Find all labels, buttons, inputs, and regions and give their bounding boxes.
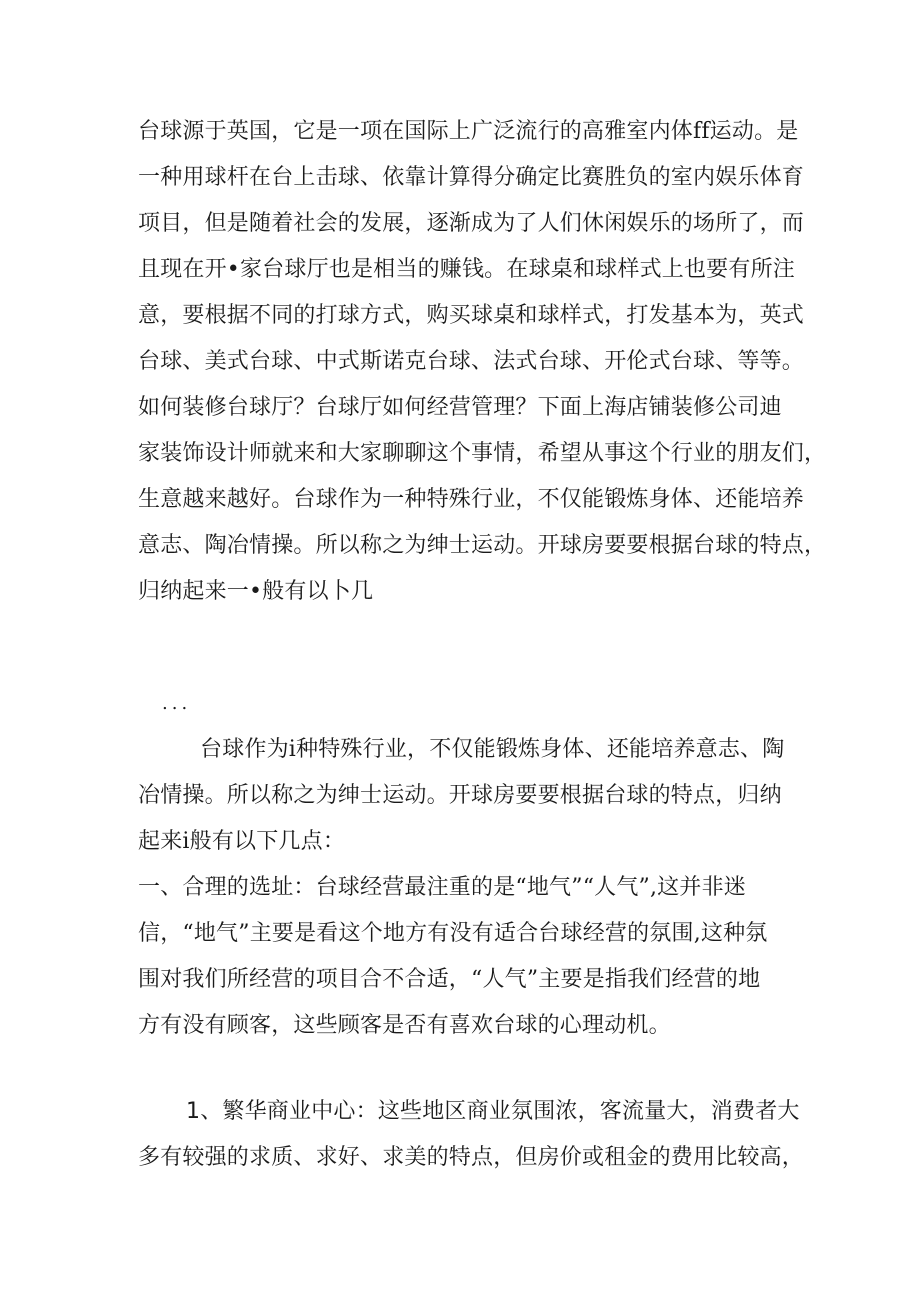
text-line: 台球作为i种特殊行业，不仅能锻炼身体、还能培养意志、陶 (200, 737, 785, 762)
text-line: 项目，但是随着社会的发展，逐渐成为了人们休闲娱乐的场所了，而 (138, 211, 805, 236)
ellipsis-separator: ... (162, 693, 192, 714)
text-line: 台球源于英国，它是一项在国际上广泛流行的高雅室内体ff运动。是 (138, 119, 799, 144)
text-line: 多有较强的求质、求好、求美的特点，但房价或租金的费用比较高， (138, 1145, 805, 1170)
text-line: 信，“地气”主要是看这个地方有没有适合台球经营的氛围,这种氛 (138, 921, 768, 946)
text-line: 家装饰设计师就来和大家聊聊这个事情，希望从事这个行业的朋友们， (138, 441, 827, 466)
text-line: 起来i般有以下几点： (138, 829, 346, 854)
text-line: 一种用球杆在台上击球、依靠计算得分确定比赛胜负的室内娱乐体育 (138, 165, 805, 190)
text-line: 台球、美式台球、中式斯诺克台球、法式台球、开伦式台球、等等。 (138, 349, 805, 374)
list-item-text: 、繁华商业中心：这些地区商业氛围浓，客流量大，消费者大 (200, 1099, 800, 1124)
text-line: 冶情操。所以称之为绅士运动。开球房要要根据台球的特点，归纳 (138, 783, 782, 808)
text-line: 且现在开•家台球厅也是相当的赚钱。在球桌和球样式上也要有所注 (138, 257, 795, 282)
list-number: 1 (186, 1099, 201, 1124)
text-line (186, 1097, 800, 1127)
text-line: 意，要根据不同的打球方式，购买球桌和球样式，打发基本为，英式 (138, 303, 805, 328)
text-line: 生意越来越好。台球作为一种特殊行业，不仅能锻炼身体、还能培养 (138, 487, 805, 512)
text-line: 围对我们所经营的项目合不合适，“人气”主要是指我们经营的地 (138, 967, 761, 992)
text-line: 一、合理的选址：台球经营最注重的是“地气”“人气”,这并非迷 (138, 875, 746, 900)
text-line: 归纳起来一•般有以卜几 (138, 579, 374, 604)
text-line: 意志、陶冶情操。所以称之为绅士运动。开球房要要根据台球的特点， (138, 533, 827, 558)
text-line: 如何装修台球厅？台球厅如何经营管理？下面上海店铺装修公司迪 (138, 395, 782, 420)
text-line: 方有没有顾客，这些顾客是否有喜欢台球的心理动机。 (138, 1013, 671, 1038)
